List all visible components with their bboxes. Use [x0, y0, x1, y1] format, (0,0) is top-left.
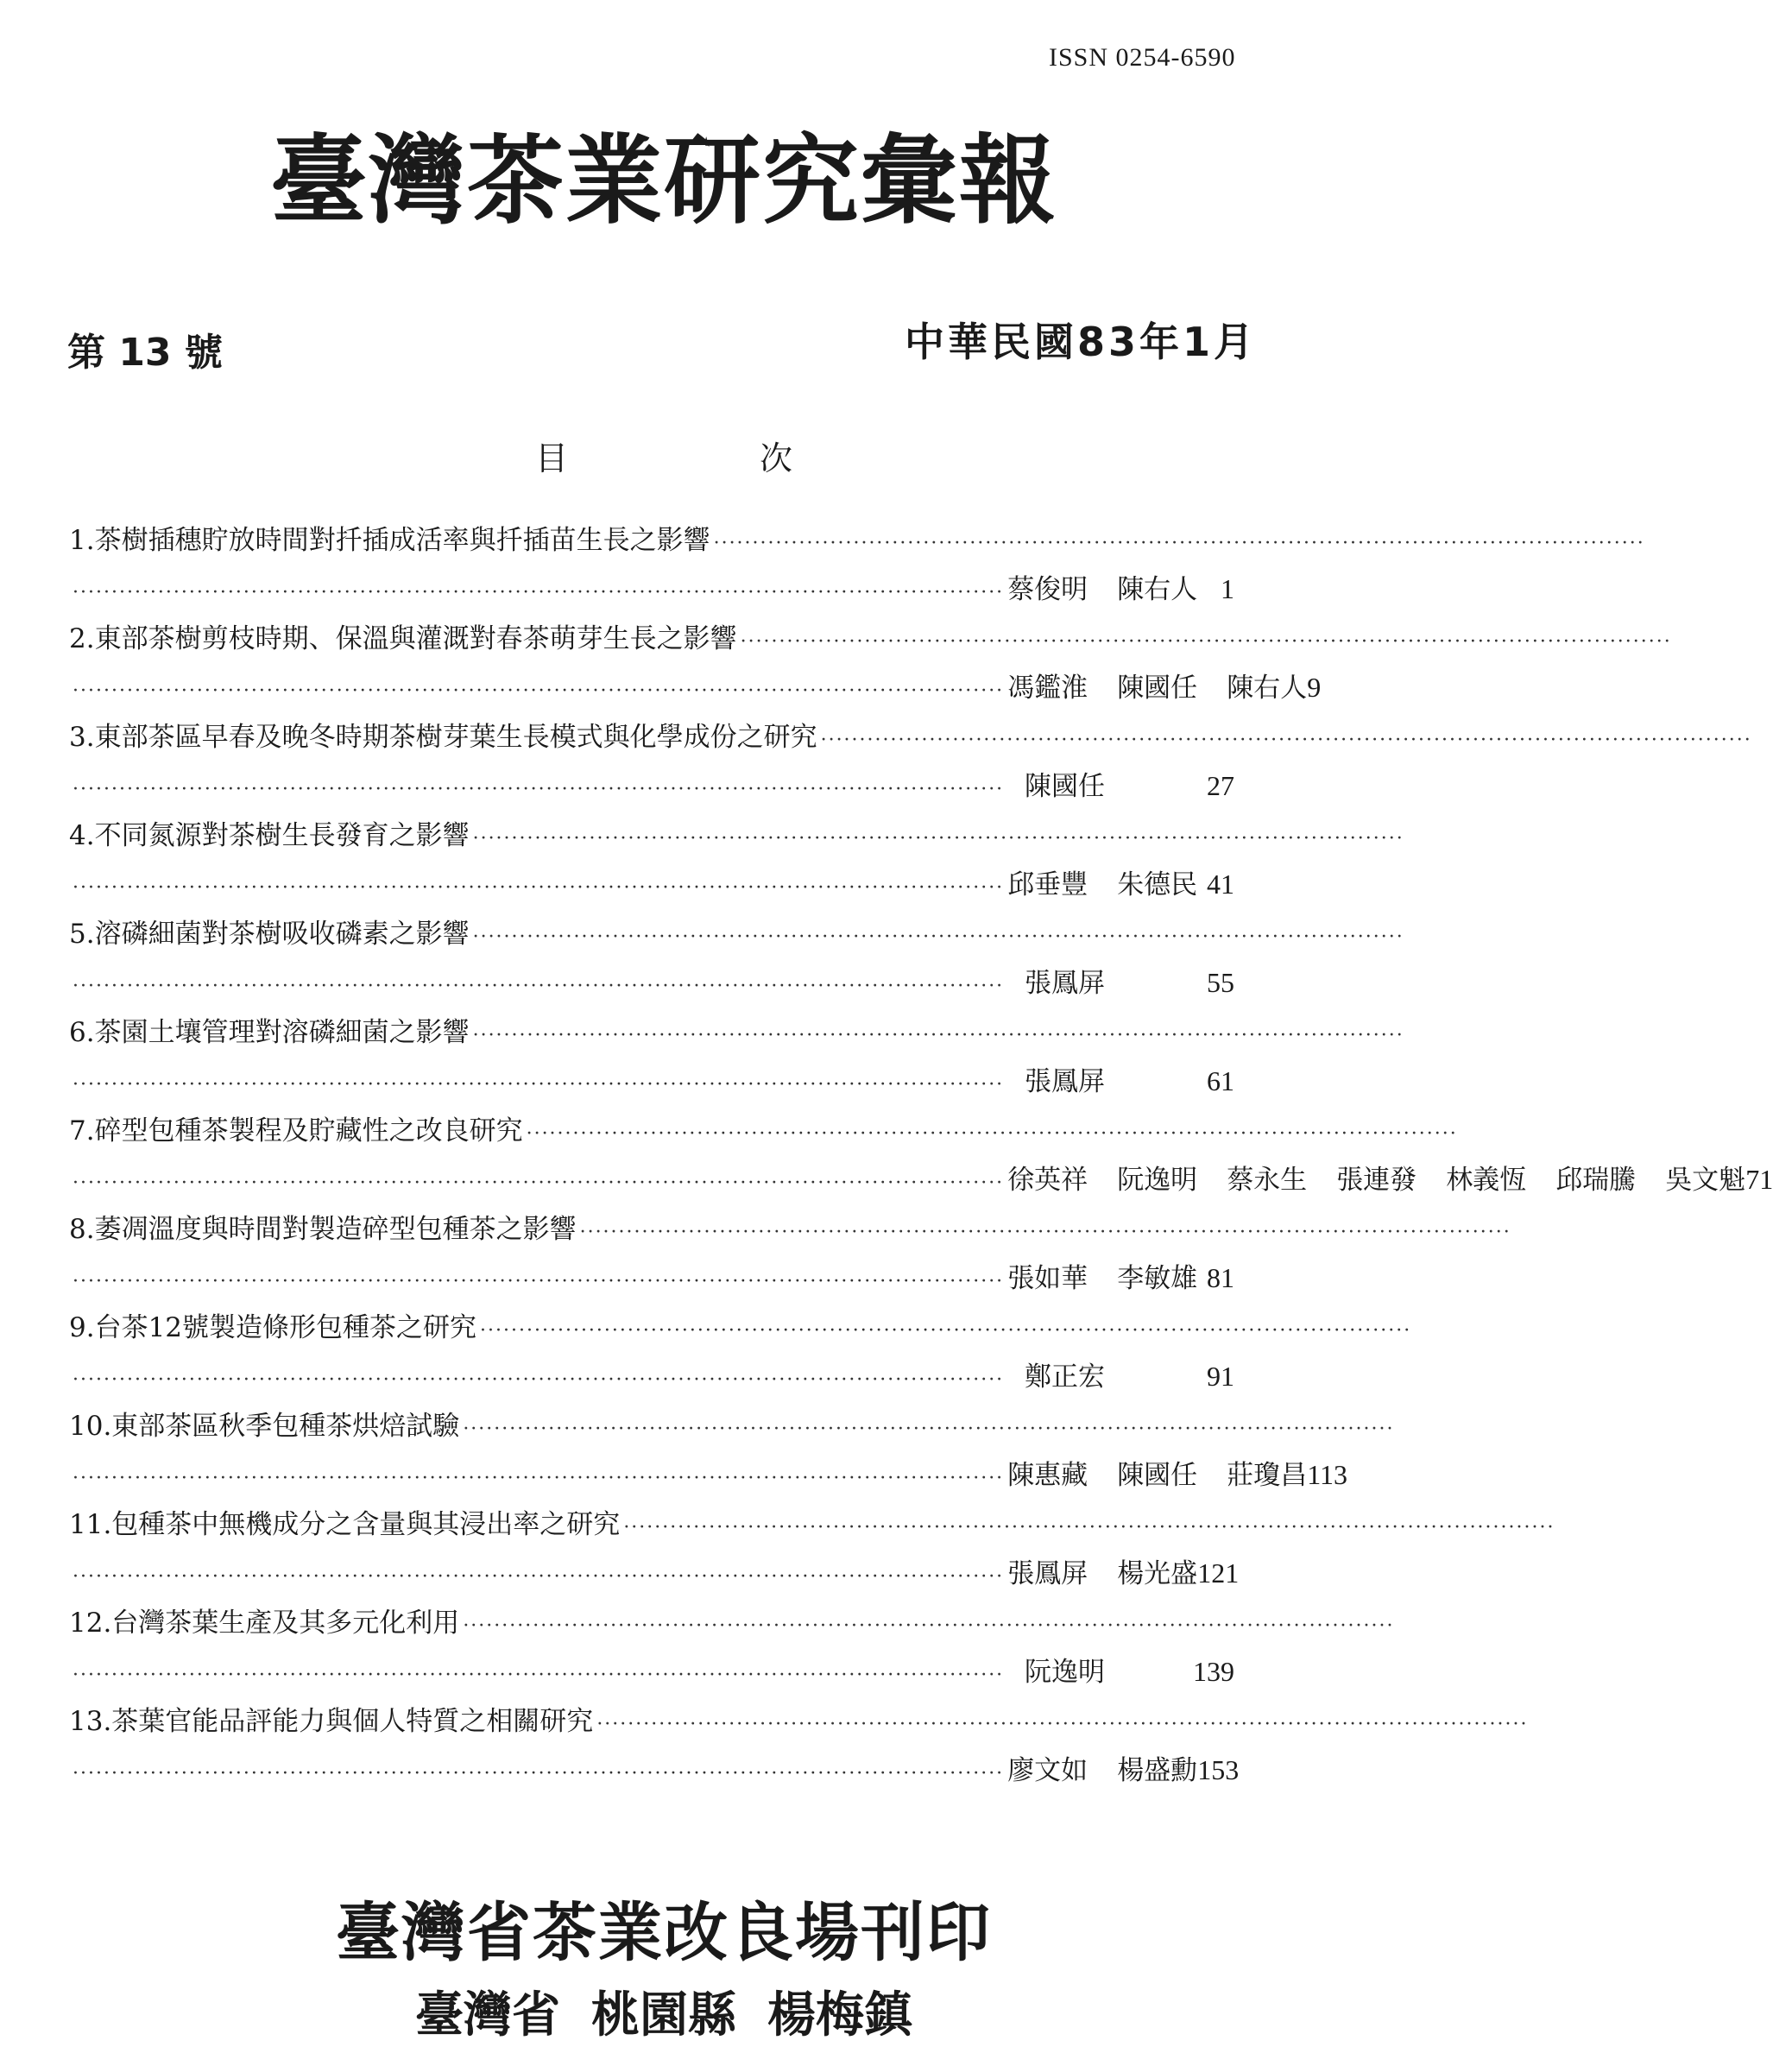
toc-entry: [69, 518, 1645, 616]
dot-leader: ························································································································: [623, 1517, 1555, 1538]
publisher-address: [0, 1977, 1328, 2046]
toc-entry-title-line: [69, 1305, 1412, 1349]
toc-entry-title-line: [69, 1404, 1395, 1447]
toc-entry-title-line: [69, 715, 1752, 758]
toc-entry: [69, 1404, 1395, 1502]
author-name: 廖文如: [1007, 1755, 1088, 1786]
toc-entry-authors: [1025, 1059, 1105, 1098]
address-part: 桃園縣: [591, 1987, 736, 2044]
toc-entry-page: 139: [1193, 1656, 1234, 1687]
toc-entry-author-line: [69, 1059, 1234, 1102]
author-name: 鄭正宏: [1025, 1361, 1105, 1393]
toc-entry: [69, 912, 1404, 1010]
toc-entry-author-line: [69, 862, 1234, 906]
toc-entry-title-line: [69, 1699, 1529, 1742]
toc-entry-title-line: [69, 1601, 1395, 1644]
dot-leader: ························································································································: [740, 631, 1672, 653]
toc-heading-left: 目: [534, 439, 568, 477]
toc-entry-title: 7.碎型包種茶製程及貯藏性之改良研究: [69, 1115, 523, 1147]
toc-entry-title: 2.東部茶樹剪枝時期、保溫與灌溉對春茶萌芽生長之影響: [69, 623, 737, 654]
toc-entry-author-line: [69, 567, 1234, 610]
dot-leader: ························································································································: [73, 1763, 1005, 1785]
toc-entry-title-line: [69, 518, 1645, 561]
toc-entry-page: 55: [1207, 967, 1234, 998]
issn: ISSN 0254-6590: [1049, 43, 1236, 72]
toc-entry: [69, 715, 1752, 813]
toc-entry-page: 121: [1197, 1557, 1240, 1589]
toc-entry-title: 3.東部茶區早春及晚冬時期茶樹芽葉生長模式與化學成份之研究: [69, 722, 817, 753]
author-name: 陳國任: [1117, 673, 1198, 704]
toc-entry-author-line: [69, 1650, 1234, 1693]
issue-number: 第 13 號: [67, 331, 223, 375]
toc-entry-authors: [1025, 1650, 1105, 1689]
author-name: 馮鑑淮: [1007, 673, 1088, 704]
toc-entry: [69, 1305, 1412, 1404]
toc-heading-right: 次: [760, 439, 793, 477]
dot-leader: ························································································································: [73, 1369, 1005, 1391]
author-name: 林義恆: [1446, 1165, 1527, 1196]
author-name: 蔡俊明: [1007, 574, 1088, 605]
author-name: 吳文魁: [1665, 1165, 1746, 1196]
dot-leader: ························································································································: [73, 1468, 1005, 1489]
toc-entry: [69, 1010, 1404, 1109]
dot-leader: ························································································································: [73, 877, 1005, 899]
dot-leader: ························································································································: [526, 1123, 1458, 1145]
toc-entry-title: 13.茶葉官能品評能力與個人特質之相關研究: [69, 1706, 594, 1737]
author-name: 張鳳屏: [1025, 1066, 1105, 1097]
toc-entry-authors: [1007, 1453, 1307, 1492]
toc-entry-author-line: [69, 1158, 1773, 1201]
toc-entry-authors: [1007, 1551, 1197, 1590]
dot-leader: ························································································································: [73, 1566, 1005, 1588]
toc-entry-author-line: [69, 1355, 1234, 1398]
table-of-contents: [69, 518, 1773, 1797]
dot-leader: ························································································································: [73, 1271, 1005, 1292]
toc-entry-page: 71: [1745, 1164, 1773, 1195]
toc-entry-title-line: [69, 1109, 1458, 1152]
toc-entry-authors: [1007, 1748, 1197, 1787]
toc-entry-author-line: [69, 961, 1234, 1004]
dot-leader: ························································································································: [73, 1074, 1005, 1096]
dot-leader: ························································································································: [480, 1320, 1412, 1342]
toc-entry-author-line: [69, 666, 1322, 709]
toc-entry-author-line: [69, 1453, 1347, 1496]
author-name: 朱德民: [1117, 869, 1198, 900]
toc-entry: [69, 1207, 1511, 1305]
toc-entry-page: 113: [1307, 1459, 1347, 1490]
address-part: 臺灣省: [415, 1987, 560, 2044]
toc-entry-title-line: [69, 912, 1404, 955]
toc-entry-title: 12.台灣茶葉生產及其多元化利用: [69, 1608, 460, 1639]
toc-heading: [0, 432, 1328, 479]
toc-entry: [69, 1109, 1773, 1207]
publication-date: 中華民國83年1月: [904, 319, 1257, 365]
toc-entry-author-line: [69, 1256, 1234, 1299]
toc-entry-title: 10.東部茶區秋季包種茶烘焙試驗: [69, 1411, 460, 1442]
dot-leader: ························································································································: [472, 1025, 1404, 1046]
toc-entry-authors: [1025, 764, 1105, 803]
toc-entry-authors: [1025, 1355, 1105, 1393]
toc-entry-authors: [1007, 1256, 1197, 1295]
toc-entry-title-line: [69, 616, 1672, 660]
author-name: 陳國任: [1025, 771, 1105, 802]
dot-leader: ························································································································: [463, 1615, 1395, 1637]
toc-entry: [69, 813, 1404, 912]
toc-entry-page: 41: [1207, 869, 1234, 900]
address-part: 楊梅鎮: [767, 1987, 912, 2044]
dot-leader: ························································································································: [73, 1665, 1005, 1686]
toc-entry-author-line: [69, 1748, 1240, 1791]
toc-entry-authors: [1007, 862, 1197, 901]
author-name: 李敏雄: [1117, 1263, 1198, 1294]
toc-entry-title: 1.茶樹插穗貯放時間對扦插成活率與扦插苗生長之影響: [69, 525, 710, 556]
author-name: 阮逸明: [1117, 1165, 1198, 1196]
dot-leader: ························································································································: [73, 582, 1005, 603]
toc-entry-authors: [1007, 666, 1307, 704]
author-name: 阮逸明: [1025, 1657, 1105, 1688]
dot-leader: ························································································································: [73, 976, 1005, 997]
toc-entry-title: 4.不同氮源對茶樹生長發育之影響: [69, 820, 470, 851]
toc-entry-author-line: [69, 1551, 1240, 1595]
toc-entry-page: 1: [1221, 573, 1234, 604]
author-name: 陳右人: [1227, 673, 1308, 704]
dot-leader: ························································································································: [596, 1714, 1529, 1735]
toc-entry: [69, 616, 1672, 715]
toc-entry-title: 8.萎凋溫度與時間對製造碎型包種茶之影響: [69, 1214, 577, 1245]
journal-title: 臺灣茶業研究彙報: [270, 125, 1057, 237]
toc-entry-authors: [1025, 961, 1105, 1000]
dot-leader: ························································································································: [73, 680, 1005, 702]
author-name: 楊盛勳: [1117, 1755, 1198, 1786]
toc-entry-page: 27: [1207, 770, 1234, 801]
dot-leader: ························································································································: [713, 533, 1645, 554]
toc-entry: [69, 1502, 1555, 1601]
toc-entry-title: 5.溶磷細菌對茶樹吸收磷素之影響: [69, 919, 470, 950]
dot-leader: ························································································································: [472, 828, 1404, 850]
toc-entry-title: 11.包種茶中無機成分之含量與其浸出率之研究: [69, 1509, 621, 1540]
author-name: 莊瓊昌: [1227, 1460, 1308, 1491]
author-name: 張如華: [1007, 1263, 1088, 1294]
publisher: 臺灣省茶業改良場刊印: [336, 1896, 992, 1970]
dot-leader: ························································································································: [73, 1172, 1005, 1194]
dot-leader: ························································································································: [579, 1222, 1511, 1243]
author-name: 邱瑞騰: [1555, 1165, 1637, 1196]
toc-entry-title: 9.台茶12號製造條形包種茶之研究: [69, 1312, 477, 1343]
toc-entry-title-line: [69, 1207, 1511, 1250]
toc-entry: [69, 1699, 1529, 1797]
toc-entry-page: 153: [1197, 1754, 1240, 1785]
author-name: 蔡永生: [1227, 1165, 1308, 1196]
author-name: 徐英祥: [1007, 1165, 1088, 1196]
toc-entry-author-line: [69, 764, 1234, 807]
toc-entry-page: 9: [1307, 672, 1322, 703]
author-name: 陳惠藏: [1007, 1460, 1088, 1491]
dot-leader: ························································································································: [73, 779, 1005, 800]
toc-entry-title: 6.茶園土壤管理對溶磷細菌之影響: [69, 1017, 470, 1048]
toc-entry-authors: [1007, 1158, 1745, 1197]
author-name: 張鳳屏: [1025, 968, 1105, 999]
author-name: 楊光盛: [1117, 1558, 1198, 1589]
author-name: 張連發: [1336, 1165, 1417, 1196]
author-name: 邱垂豐: [1007, 869, 1088, 900]
toc-entry-title-line: [69, 1010, 1404, 1053]
toc-entry-page: 61: [1207, 1065, 1234, 1096]
toc-entry: [69, 1601, 1395, 1699]
dot-leader: ························································································································: [820, 730, 1752, 751]
toc-entry-title-line: [69, 813, 1404, 856]
dot-leader: ························································································································: [472, 926, 1404, 948]
toc-entry-page: 81: [1207, 1262, 1234, 1293]
author-name: 陳右人: [1117, 574, 1198, 605]
author-name: 陳國任: [1117, 1460, 1198, 1491]
toc-entry-authors: [1007, 567, 1197, 606]
toc-entry-title-line: [69, 1502, 1555, 1545]
dot-leader: ························································································································: [463, 1418, 1395, 1440]
author-name: 張鳳屏: [1007, 1558, 1088, 1589]
toc-entry-page: 91: [1207, 1361, 1234, 1392]
